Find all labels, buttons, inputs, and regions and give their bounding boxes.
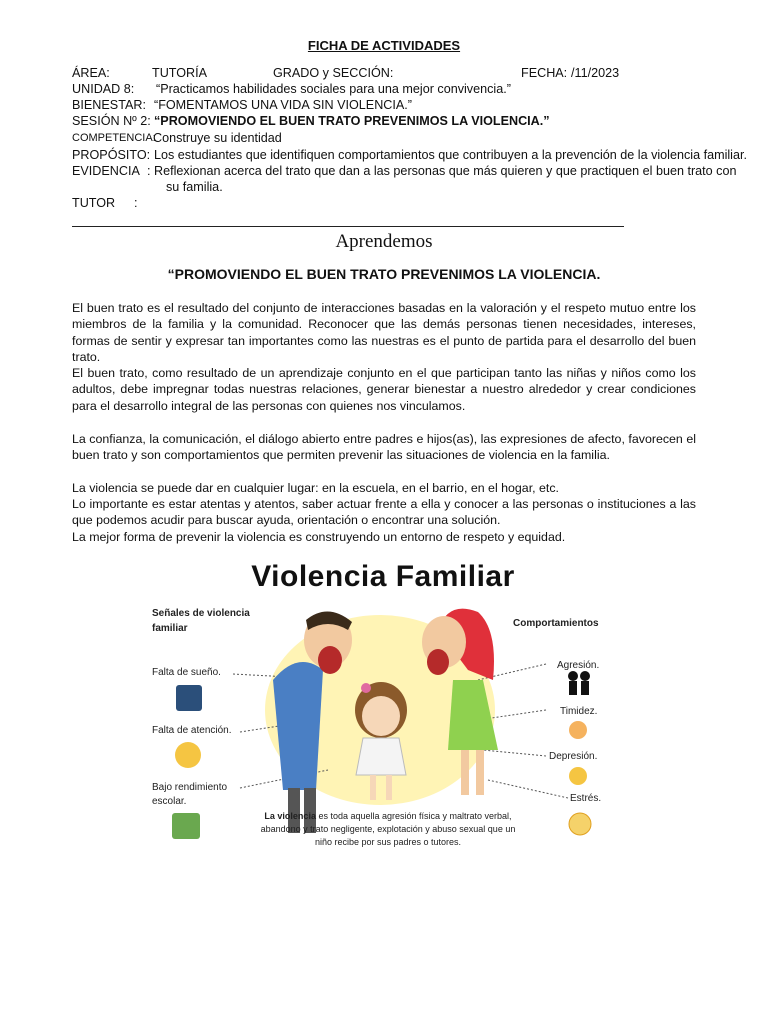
infographic-title: Violencia Familiar	[251, 560, 515, 593]
bienestar-label: BIENESTAR:	[72, 98, 146, 112]
signal-attention: Falta de atención.	[152, 725, 232, 736]
paragraph-1: El buen trato es el resultado del conjunto de interacciones basadas en la valoración y el respeto mutuo entre los miembros de la familia y la comunidad. Reconocer que las demás personas tienen necesidades, intereses, formas de sentir y expresar tan importantes como las nuestras es el punto de partida para el desarrollo del buen trato.	[72, 301, 696, 364]
behaviors-heading: Comportamientos	[513, 618, 599, 629]
paragraph-6: La mejor forma de prevenir la violencia es construyendo un entorno de respeto y equidad.	[72, 530, 566, 544]
competencia-value: Construye su identidad	[153, 131, 282, 145]
school-icon	[172, 813, 200, 839]
violence-definition	[258, 810, 518, 849]
bienestar-value: “FOMENTAMOS UNA VIDA SIN VIOLENCIA.”	[154, 98, 412, 112]
stress-icon	[569, 813, 591, 835]
behavior-aggression: Agresión.	[557, 660, 600, 671]
grado-label: GRADO y SECCIÓN:	[273, 66, 394, 80]
paragraph-3: La confianza, la comunicación, el diálogo abierto entre padres e hijos(as), las expresiones de afecto, favorecen el buen trato y son comportamientos que permiten prevenir las situaciones de violencia en la familia.	[72, 432, 696, 463]
attention-icon	[175, 742, 201, 768]
paragraph-2: El buen trato, como resultado de un aprendizaje conjunto en el que participan tanto las niñas y niños como los adultos, debe impregnar todas nuestras relaciones, generar bienestar a nuestro alrededor y crear condiciones para el desarrollo integral de las personas con quienes nos vinculamos.	[72, 366, 696, 413]
section-heading: Aprendemos	[335, 231, 433, 252]
proposito-label: PROPÓSITO:	[72, 148, 151, 162]
definition-term: La violencia	[264, 811, 316, 821]
evidencia-label: EVIDENCIA	[72, 164, 140, 178]
aggression-icon	[568, 671, 590, 695]
tutor-label: TUTOR	[72, 196, 116, 210]
area-value: TUTORÍA	[152, 66, 208, 80]
depression-icon	[569, 767, 587, 785]
area-label: ÁREA:	[72, 66, 110, 80]
tutor-colon: :	[134, 196, 138, 210]
evidencia-value-line2: su familia.	[166, 180, 223, 194]
behavior-depression: Depresión.	[549, 751, 598, 762]
section-subtitle: “PROMOVIENDO EL BUEN TRATO PREVENIMOS LA VIOLENCIA.	[167, 266, 601, 282]
fecha-label: FECHA:	[521, 66, 568, 80]
shyness-icon	[569, 721, 587, 739]
unidad-value: “Practicamos habilidades sociales para una mejor convivencia.”	[156, 82, 511, 96]
definition-text: es toda aquella agresión física y maltrato verbal, abandono y trato negligente, explotación y abuso sexual que un niño recibe por sus padres o tutores.	[260, 811, 516, 847]
divider-line	[72, 226, 624, 227]
sesion-label: SESIÓN Nº 2:	[72, 114, 151, 128]
connector-stress	[488, 780, 568, 798]
document-title: FICHA DE ACTIVIDADES	[307, 38, 461, 53]
proposito-value: Los estudiantes que identifiquen comportamientos que contribuyen a la prevención de la violencia familiar.	[154, 148, 747, 162]
signals-heading-line1: Señales de violencia	[152, 608, 250, 619]
sleep-icon	[176, 685, 202, 711]
paragraph-5: Lo importante es estar atentas y atentos, saber actuar frente a ella y conocer a las personas o instituciones a las que podemos acudir para buscar ayuda, orientación o encontrar una solución.	[72, 497, 696, 528]
signal-performance-line1: Bajo rendimiento	[152, 782, 228, 793]
competencia-label: COMPETENCIA:	[72, 132, 156, 144]
signals-heading-line2: familiar	[152, 623, 188, 634]
sesion-value: “PROMOVIENDO EL BUEN TRATO PREVENIMOS LA VIOLENCIA.”	[154, 114, 550, 128]
evidencia-value-line1: : Reflexionan acerca del trato que dan a las personas que más quieren y que practiquen el buen trato con	[147, 164, 737, 178]
connector-depression	[483, 750, 546, 756]
behavior-shyness: Timidez.	[560, 706, 598, 717]
behavior-stress: Estrés.	[570, 793, 602, 804]
fecha-value: /11/2023	[571, 66, 620, 80]
unidad-label: UNIDAD 8:	[72, 82, 135, 96]
paragraph-4: La violencia se puede dar en cualquier lugar: en la escuela, en el barrio, en el hogar, etc.	[72, 481, 559, 495]
signal-sleep: Falta de sueño.	[152, 667, 221, 678]
violence-infographic	[148, 560, 618, 872]
signal-performance-line2: escolar.	[152, 796, 187, 807]
